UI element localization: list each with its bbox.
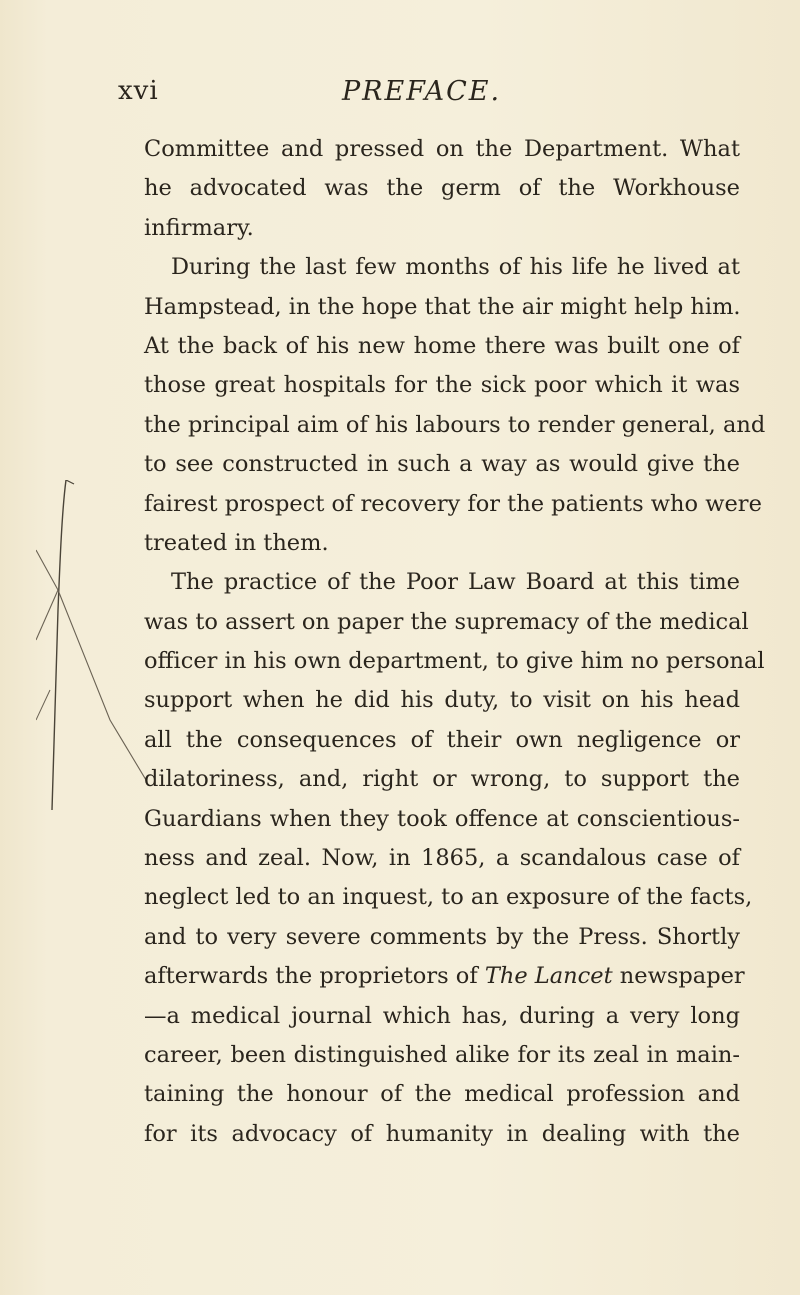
text-line: treated in them.	[144, 529, 329, 556]
text-line: support when he did his duty, to visit on his head	[144, 687, 740, 714]
body-text	[144, 130, 766, 1154]
text-line: officer in his own department, to give him no personal	[144, 648, 765, 675]
text-line: career, been distinguished alike for its zeal in main-	[144, 1041, 740, 1068]
text-line: was to assert on paper the supremacy of the medical	[144, 608, 749, 635]
text-line: for its advocacy of humanity in dealing with the	[144, 1120, 740, 1147]
text-line: neglect led to an inquest, to an exposure of the facts,	[144, 884, 753, 911]
text-line: those great hospitals for the sick poor which it was	[144, 372, 740, 399]
running-head	[118, 76, 738, 112]
text-line: and to very severe comments by the Press. Shortly	[144, 923, 740, 950]
text-line: taining the honour of the medical profession and	[144, 1081, 740, 1108]
text-line: Guardians when they took offence at conscientious-	[144, 805, 740, 832]
paragraph-1	[144, 130, 740, 248]
text-line: all the consequences of their own negligence or	[144, 726, 740, 753]
text-line-with-title	[144, 957, 745, 996]
line-end: newspaper	[612, 963, 745, 990]
text-line: fairest prospect of recovery for the patients who were	[144, 490, 762, 517]
running-title: PREFACE.	[342, 76, 502, 107]
text-line: ness and zeal. Now, in 1865, a scandalous case of	[144, 845, 740, 872]
text-line: The practice of the Poor Law Board at this time	[171, 569, 740, 596]
text-line: he advocated was the germ of the Workhouse	[144, 175, 740, 202]
paragraph-2	[144, 248, 766, 563]
text-line: —a medical journal which has, during a very long	[144, 1002, 740, 1029]
text-line: to see constructed in such a way as would give the	[144, 451, 740, 478]
text-line: dilatoriness, and, right or wrong, to support the	[144, 766, 740, 793]
text-line: Committee and pressed on the Department. What	[144, 136, 740, 162]
pencil-margin-mark	[36, 480, 146, 820]
paragraph-3	[144, 563, 765, 1154]
text-line: the principal aim of his labours to render general, and	[144, 411, 766, 438]
text-line: infirmary.	[144, 214, 254, 241]
line-start: afterwards the proprietors of	[144, 963, 485, 990]
text-line: At the back of his new home there was built one of	[144, 332, 740, 359]
text-line: Hampstead, in the hope that the air might help him.	[144, 293, 741, 320]
journal-title: The Lancet	[484, 963, 613, 990]
page-number: xvi	[118, 76, 159, 106]
text-line: During the last few months of his life he lived at	[171, 254, 740, 281]
